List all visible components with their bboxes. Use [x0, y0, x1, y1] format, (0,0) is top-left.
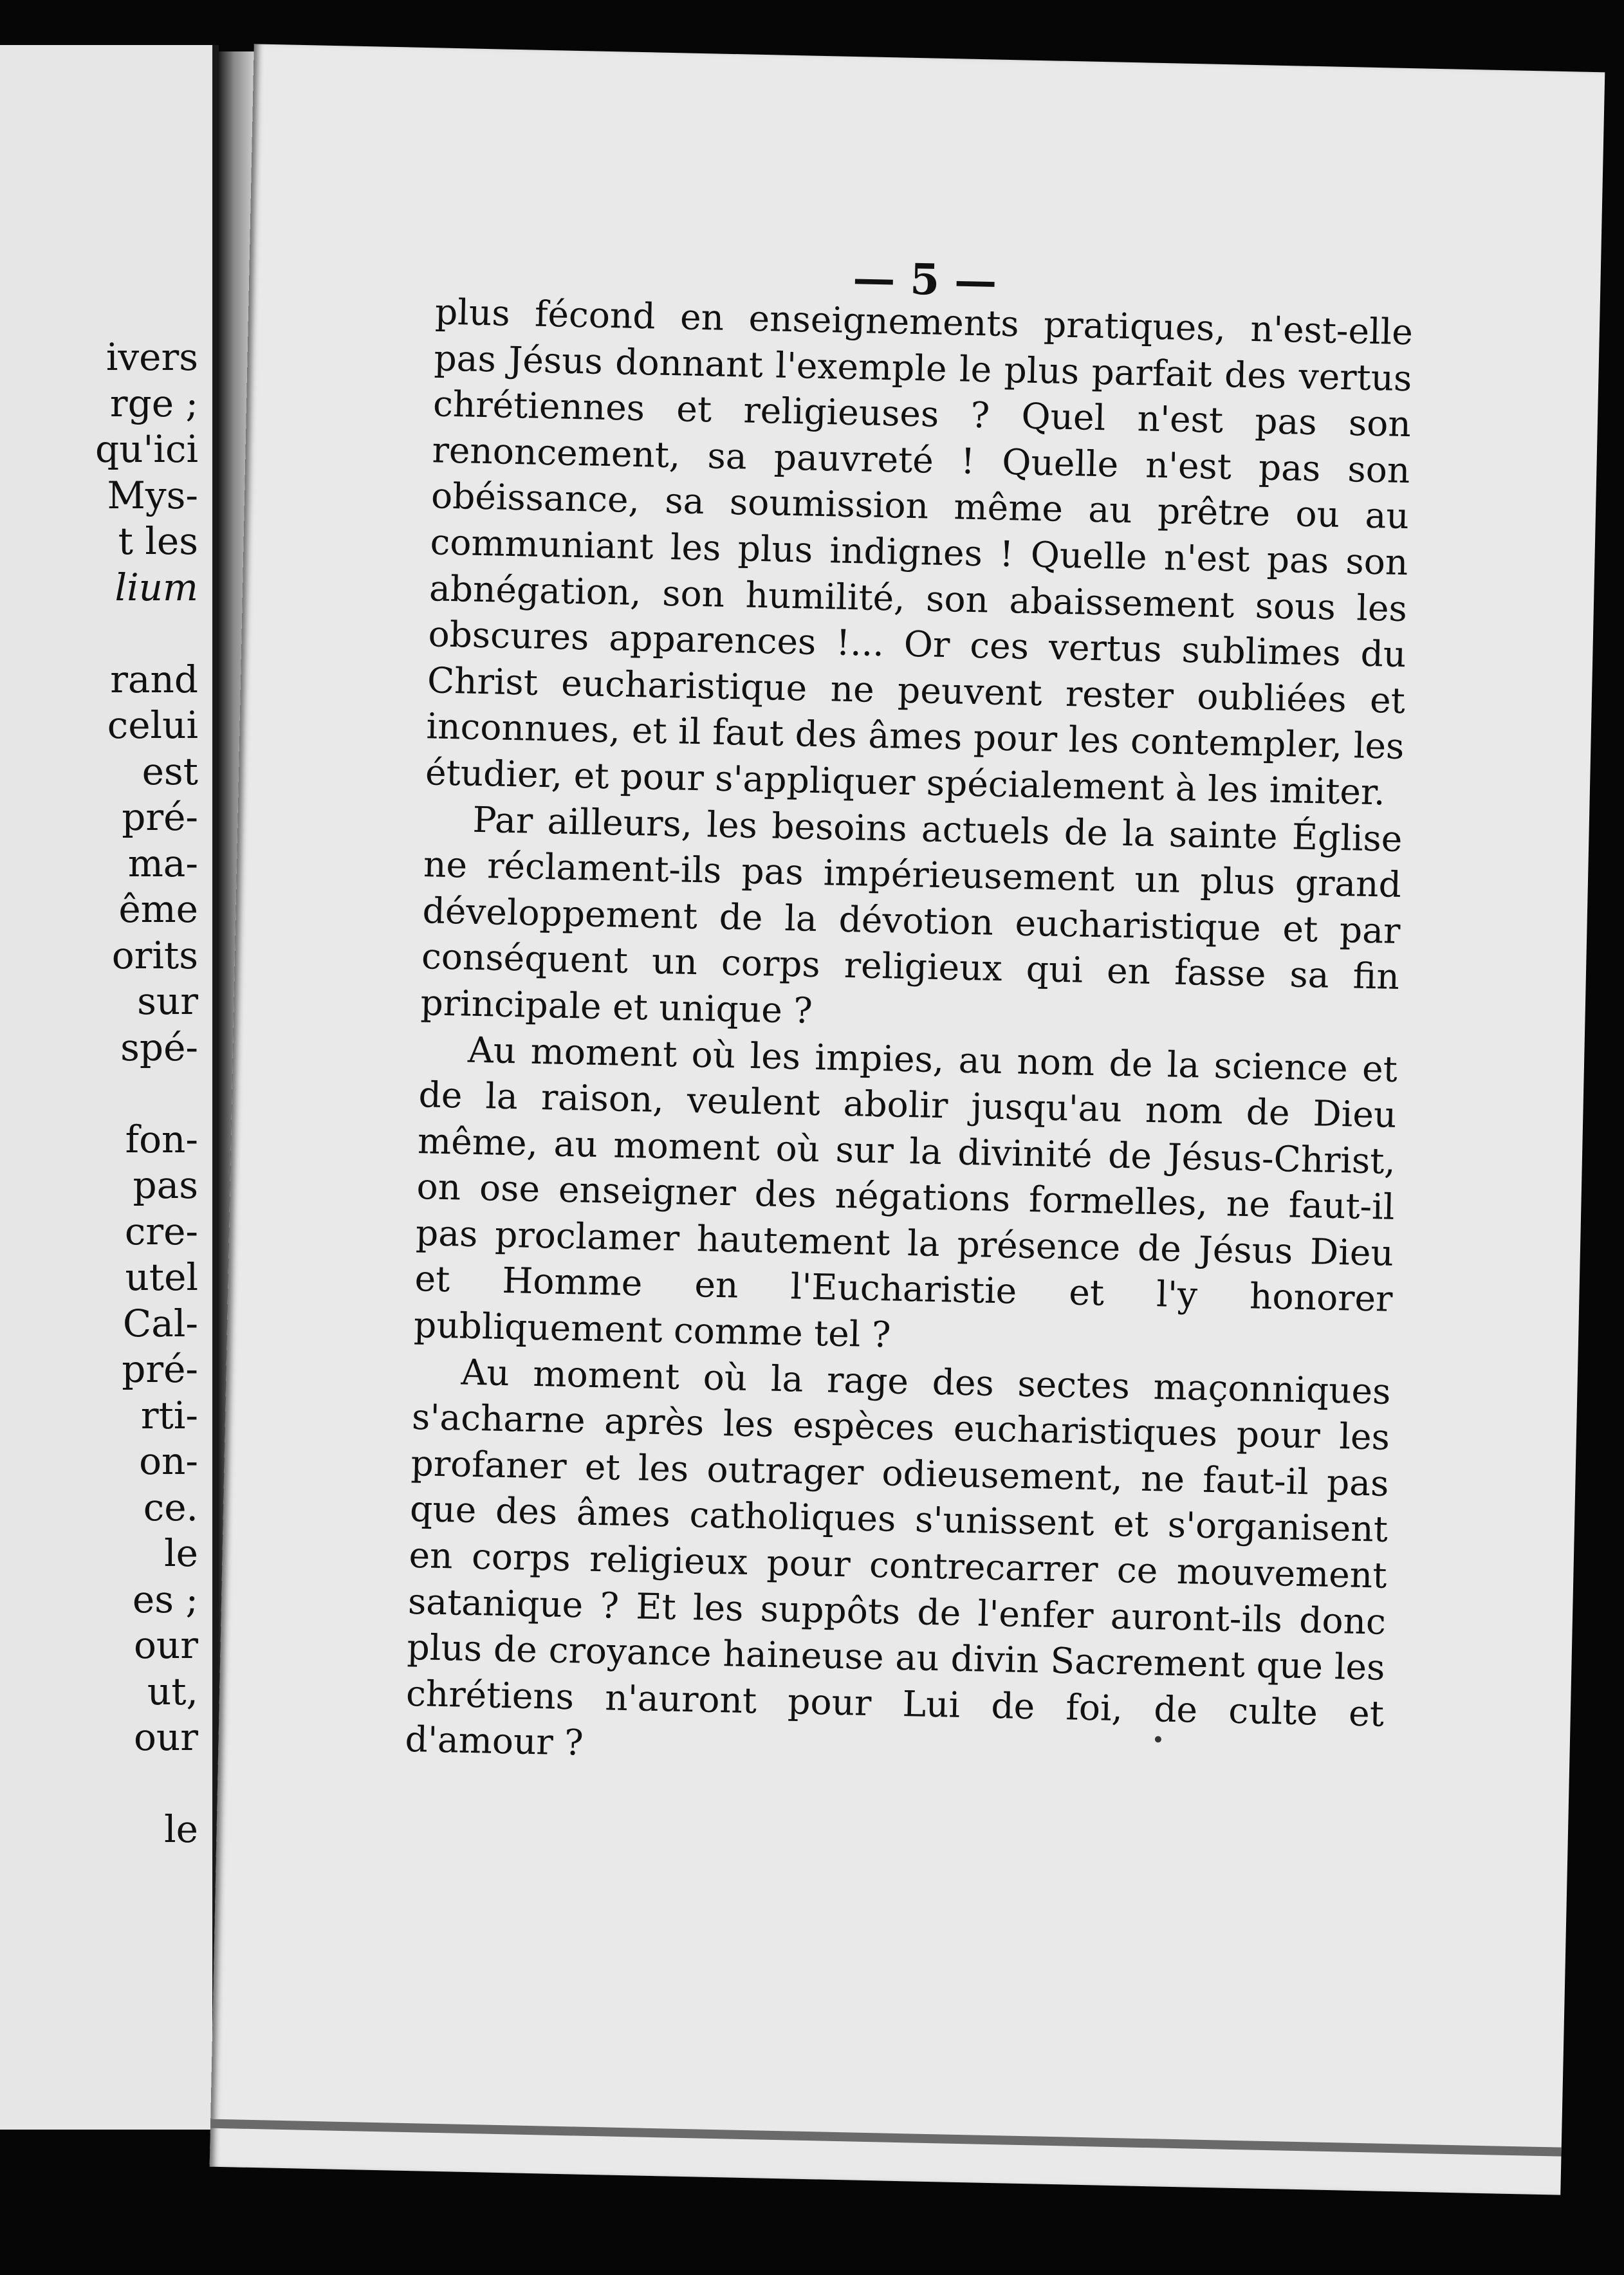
left-fragment-line: rand — [110, 657, 198, 701]
left-fragment-line: our — [134, 1623, 198, 1667]
left-page-text-fragments — [95, 335, 198, 1853]
paragraph: plus fécond en enseignements pratiques, n'est-elle pas Jésus donnant l'exemple le plus parfait des vertus chrétiennes et religieuses ? Quel n'est pas son renoncement, sa pauvreté ! Quelle n'est pas son obéissance, sa soumission même au prêtre ou au communiant les plus indignes ! Quelle n'est pas son abnégation, son humilité, son abaissement sous les obscures apparences !... Or ces vertus sublimes du Christ eucharistique ne peuvent rester oubliées et inconnues, et il faut des âmes pour les contempler, les étudier, et pour s'appliquer spécialement à les imiter. — [425, 291, 1414, 813]
left-fragment-line: ivers — [106, 335, 198, 379]
left-fragment-line: est — [142, 749, 198, 793]
right-page — [210, 44, 1605, 2195]
left-fragment-line: Cal- — [122, 1301, 198, 1345]
left-fragment-line: ma- — [127, 841, 198, 885]
left-fragment-line: pas — [133, 1163, 198, 1207]
left-fragment-line: ut, — [147, 1669, 198, 1713]
left-fragment-line: ême — [118, 887, 198, 931]
paragraph: Au moment où la rage des sectes maçonniques s'acharne après les espèces eucharistiques pour les profaner et les outrager odieusement, ne faut-il pas que des âmes catholiques s'unissent et s'organisent en corps religieux pour contrecarrer ce mouvement satanique ? Et les suppôts de l'enfer auront-ils donc plus de croyance haineuse au divin Sacrement que les chrétiens n'auront pour Lui de foi, de culte et d'amour ? — [404, 1351, 1391, 1764]
left-fragment-line: fon- — [125, 1117, 198, 1161]
left-fragment-line: rti- — [140, 1393, 198, 1437]
paragraph: Par ailleurs, les besoins actuels de la sainte Église ne réclament-ils pas impérieusement un plus grand développement de la dévotion eucharistique et par conséquent un corps religieux qui en fasse sa fin principale et unique ? — [420, 798, 1403, 1031]
left-fragment-gap — [95, 611, 198, 657]
page-bottom-edge — [210, 2119, 1562, 2157]
left-fragment-line: orits — [111, 933, 198, 977]
left-fragment-line: utel — [125, 1255, 198, 1299]
left-fragment-line: t les — [118, 519, 198, 563]
left-fragment-line: ce. — [143, 1485, 198, 1529]
left-fragment-line: Mys- — [107, 473, 198, 517]
left-fragment-line: le — [164, 1531, 198, 1575]
left-fragment-line: celui — [107, 703, 198, 747]
left-fragment-line: our — [134, 1715, 198, 1759]
left-fragment-line: qu'ici — [95, 427, 198, 471]
left-fragment-line: cre- — [124, 1209, 198, 1253]
left-fragment-line: pré- — [122, 1347, 198, 1391]
left-fragment-line: lium — [115, 565, 198, 609]
page-number: — 5 — — [852, 252, 998, 306]
left-fragment-line: spé- — [120, 1025, 198, 1069]
left-fragment-line: pré- — [122, 795, 198, 839]
left-page — [0, 45, 219, 2130]
left-fragment-line: on- — [139, 1439, 198, 1483]
left-fragment-line: le — [164, 1807, 198, 1851]
left-fragment-gap — [95, 1761, 198, 1807]
left-fragment-line: sur — [137, 979, 198, 1023]
left-fragment-line: rge ; — [109, 381, 198, 425]
paragraph: Au moment où les impies, au nom de la science et de la raison, veulent abolir jusqu'au nom de Dieu même, au moment où sur la divinité de Jésus-Christ, on ose enseigner des négations formelles, ne faut-il pas proclamer hautement la présence de Jésus Dieu et Homme en l'Eucharistie et l'y honorer publiquement comme tel ? — [413, 1029, 1398, 1356]
left-fragment-gap — [95, 1071, 198, 1117]
left-fragment-line: es ; — [132, 1577, 198, 1621]
body-text — [405, 289, 1414, 1783]
